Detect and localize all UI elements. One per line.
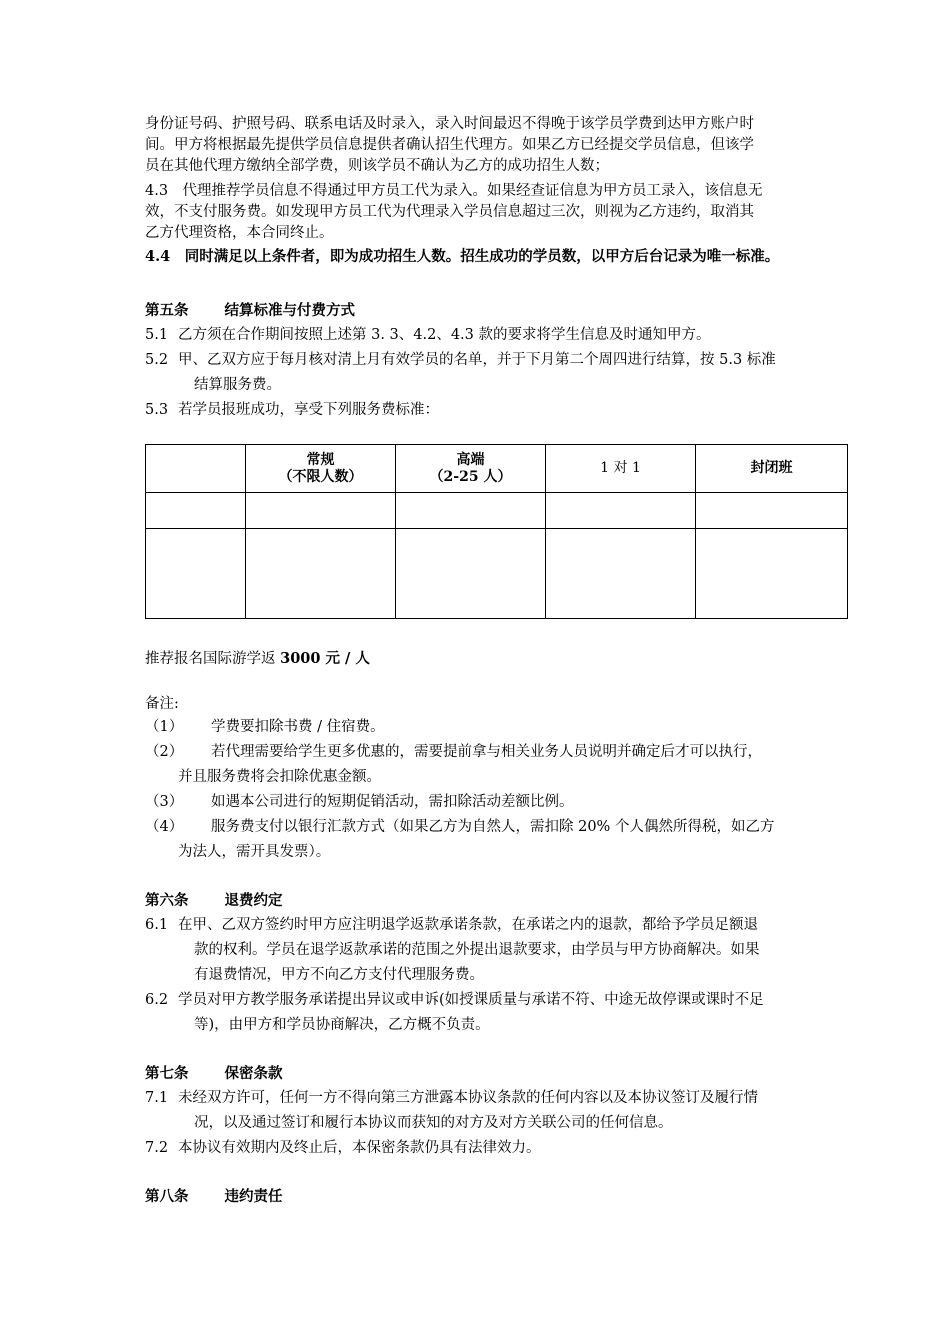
clause-5-3: [145, 398, 865, 423]
note-text: 如遇本公司进行的短期促销活动，需扣除活动差额比例。: [211, 794, 574, 810]
article-7-heading: [145, 1062, 865, 1086]
note-number: （2）: [145, 744, 184, 760]
clause-text-block: [178, 988, 865, 1038]
recommend-text: 推荐报名国际游学返: [145, 651, 281, 667]
note-text: 服务费支付以银行汇款方式（如果乙方为自然人，需扣除 20% 个人偶然所得税，如乙方: [211, 819, 775, 835]
intro-line-3: 员在其他代理方缴纳全部学费，则该学员不确认为乙方的成功招生人数；: [145, 158, 609, 174]
clause-text: 乙方须在合作期间按照上述第 3. 3、4.2、4.3 款的要求将学生信息及时通知甲方。: [178, 327, 711, 343]
clause-6-2: [145, 988, 865, 1038]
fee-table-row: [146, 529, 848, 619]
fee-table-cell: [696, 529, 848, 619]
article-5-heading: [145, 299, 865, 323]
note-number: （3）: [145, 794, 184, 810]
header-label: 高端: [456, 451, 485, 468]
clause-number: 7.1: [145, 1090, 169, 1106]
note-text-continued: 为法人，需开具发票）。: [178, 844, 331, 860]
article-8-heading: [145, 1185, 865, 1209]
clause-number: 5.3: [145, 402, 169, 418]
clause-text-block: [178, 1086, 865, 1136]
document-page: [145, 114, 865, 1205]
fee-table-row: [146, 493, 848, 529]
fee-table-cell: [396, 529, 546, 619]
note-text-continued: 并且服务费将会扣除优惠金额。: [178, 769, 381, 785]
recommend-line: [145, 648, 865, 670]
fee-table-cell: [246, 529, 396, 619]
fee-table-cell: [146, 493, 246, 529]
article-6-title: 退费约定: [224, 892, 283, 909]
clause-6-1: [145, 913, 865, 988]
clause-number: 5.2: [145, 352, 169, 368]
article-8-title: 违约责任: [224, 1188, 283, 1205]
clause-4-4: 4.4 同时满足以上条件者，即为成功招生人数。招生成功的学员数，以甲方后台记录为唯一标准。: [145, 248, 780, 265]
header-sublabel: （2-25 人）: [429, 468, 512, 485]
clause-text-continued: 况，以及通过签订和履行本协议而获知的对方及对方关联公司的任何信息。: [194, 1115, 673, 1131]
note-item: [145, 740, 865, 790]
clause-text: 甲、乙双方应于每月核对清上月有效学员的名单，并于下月第二个周四进行结算，按 5.3 标准: [178, 352, 776, 368]
clause-number: 6.2: [145, 992, 169, 1008]
header-label: 1 对 1: [600, 460, 641, 476]
recommend-amount: 3000 元 / 人: [280, 650, 370, 667]
intro-line-1: 身份证号码、护照号码、联系电话及时录入，录入时间最迟不得晚于该学员学费到达甲方账户时: [145, 116, 754, 132]
note-item: [145, 815, 865, 865]
fee-table-cell: [546, 529, 696, 619]
clause-text-continued: 有退费情况，甲方不向乙方支付代理服务费。: [194, 967, 484, 983]
clause-5-2: [145, 348, 865, 398]
article-7-number: 第七条: [145, 1065, 189, 1082]
fee-table: [145, 444, 848, 619]
clause-text: 未经双方许可，任何一方不得向第三方泄露本协议条款的任何内容以及本协议签订及履行情: [178, 1090, 758, 1106]
note-item: [145, 790, 865, 815]
clause-text-block: [178, 348, 865, 398]
article-6-number: 第六条: [145, 892, 189, 909]
fee-table-cell: [546, 493, 696, 529]
clause-number: 5.1: [145, 327, 169, 343]
article-6-heading: [145, 889, 865, 913]
header-sublabel: （不限人数）: [278, 468, 363, 485]
clause-4-3-line-3: 乙方代理资格，本合同终止。: [145, 225, 334, 241]
fee-table-header-regular: [246, 445, 396, 493]
notes-label: 备注:: [145, 696, 179, 712]
article-5-title: 结算标准与付费方式: [224, 302, 355, 319]
note-number: （1）: [145, 719, 184, 735]
clause-text: 本协议有效期内及终止后，本保密条款仍具有法律效力。: [178, 1140, 541, 1156]
fee-table-cell: [246, 493, 396, 529]
clause-text-continued: 结算服务费。: [194, 377, 281, 393]
note-text: 学费要扣除书费 / 住宿费。: [211, 719, 385, 735]
clause-4-3-line-2: 效，不支付服务费。如发现甲方员工代为代理录入学员信息超过三次，则视为乙方违约，取消其: [145, 204, 754, 220]
fee-table-header-empty: [146, 445, 246, 493]
fee-table-header-closed-class: [696, 445, 848, 493]
fee-table-header-premium: [396, 445, 546, 493]
clause-5-1: [145, 323, 865, 348]
fee-table-header-one-on-one: [546, 445, 696, 493]
note-text: 若代理需要给学生更多优惠的，需要提前拿与相关业务人员说明并确定后才可以执行，: [211, 744, 762, 760]
note-number: （4）: [145, 819, 184, 835]
clause-number: 6.1: [145, 917, 169, 933]
lower-section: [145, 648, 865, 1209]
clause-text: 若学员报班成功，享受下列服务费标准：: [178, 402, 439, 418]
clause-text: 在甲、乙双方签约时甲方应注明退学返款承诺条款，在承诺之内的退款，都给予学员足额退: [178, 917, 758, 933]
clause-text-block: [178, 913, 865, 988]
fee-table-cell: [146, 529, 246, 619]
clause-number: 7.2: [145, 1140, 169, 1156]
clause-text-continued: 等)，由甲方和学员协商解决，乙方概不负责。: [194, 1017, 490, 1033]
clause-7-2: [145, 1136, 865, 1161]
header-label: 常规: [306, 451, 335, 468]
fee-table-header-row: [146, 445, 848, 493]
clause-text: 学员对甲方教学服务承诺提出异议或申诉(如授课质量与承诺不符、中途无故停课或课时不足: [178, 992, 764, 1008]
clause-4-3-line-1: 4.3 代理推荐学员信息不得通过甲方员工代为录入。如果经查证信息为甲方员工录入，该信息无: [145, 183, 763, 199]
note-item: [145, 715, 865, 740]
fee-table-cell: [396, 493, 546, 529]
note-text-block: [178, 815, 865, 865]
clause-text-continued: 款的权利。学员在退学返款承诺的范围之外提出退款要求，由学员与甲方协商解决。如果: [194, 942, 760, 958]
fee-table-cell: [696, 493, 848, 529]
article-8-number: 第八条: [145, 1188, 189, 1205]
header-label: 封闭班: [750, 460, 793, 476]
note-text-block: [178, 740, 865, 790]
article-7-title: 保密条款: [224, 1065, 283, 1082]
article-5-number: 第五条: [145, 302, 189, 319]
clause-7-1: [145, 1086, 865, 1136]
intro-line-2: 间。甲方将根据最先提供学员信息提供者确认招生代理方。如果乙方已经提交学员信息，但该学: [145, 137, 754, 153]
